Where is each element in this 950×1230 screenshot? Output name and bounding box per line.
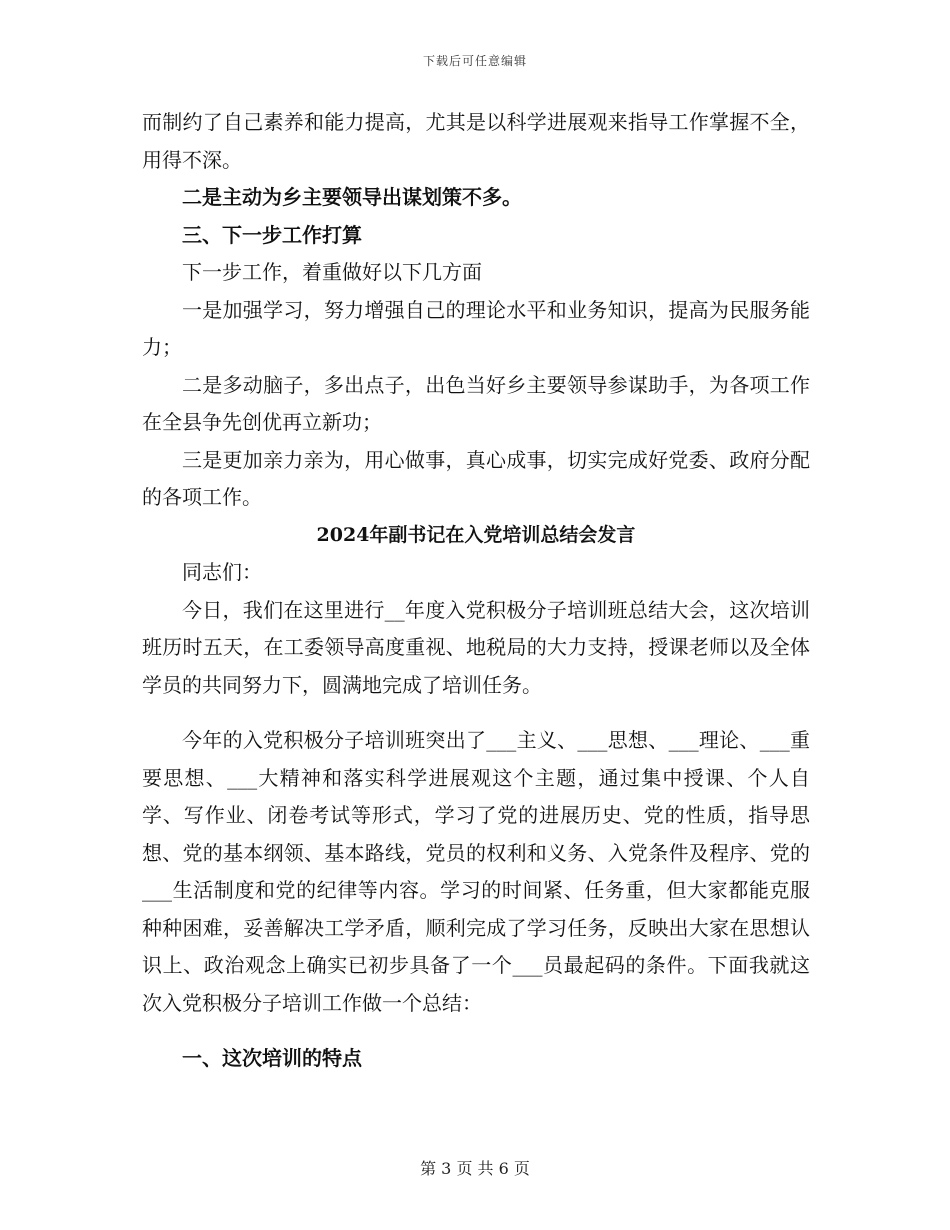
- paragraph-opening: 今日，我们在这里进行__年度入党积极分子培训班总结大会，这次培训班历时五天，在工委领导高度重视、地税局的大力支持，授课老师以及全体学员的共同努力下，圆满地完成了培训任务。: [142, 597, 810, 697]
- section-heading-next-steps: 三、下一步工作打算: [182, 222, 362, 247]
- paragraph-point-two: 二是主动为乡主要领导出谋划策不多。: [182, 185, 522, 209]
- paragraph-next-steps-intro: 下一步工作，着重做好以下几方面: [182, 260, 482, 284]
- page-footer: 第 3 页 共 6 页: [420, 1159, 530, 1178]
- speech-title: 2024年副书记在入党培训总结会发言: [316, 523, 636, 546]
- page-header: 下载后可任意编辑: [422, 54, 527, 68]
- paragraph-plan-one: 一是加强学习，努力增强自己的理论水平和业务知识，提高为民服务能力；: [142, 297, 810, 359]
- paragraph-salutation: 同志们：: [182, 560, 262, 584]
- paragraph-plan-three: 三是更加亲力亲为，用心做事，真心成事，切实完成好党委、政府分配的各项工作。: [142, 447, 810, 509]
- paragraph-plan-two: 二是多动脑子，多出点子，出色当好乡主要领导参谋助手，为各项工作在全县争先创优再立新功；: [142, 372, 810, 434]
- section-heading-training-features: 一、这次培训的特点: [182, 1046, 362, 1070]
- document-body: [142, 104, 810, 1078]
- paragraph-training-content: 今年的入党积极分子培训班突出了___主义、___思想、___理论、___重要思想、___大精神和落实科学进展观这个主题，通过集中授课、个人自学、写作业、闭卷考试等形式，学习了党的进展历史、党的性质，指导思想、党的基本纲领、基本路线，党员的权利和义务、入党条件及程序、党的___生活制度和党的纪律等内容。学习的时间紧、任务重，但大家都能克服种种困难，妥善解决工学矛盾，顺利完成了学习任务，反映出大家在思想认识上、政治观念上确实已初步具备了一个___员最起码的条件。下面我就这次入党积极分子培训工作做一个总结：: [142, 728, 810, 1015]
- paragraph-continuation: 而制约了自己素养和能力提高，尤其是以科学进展观来指导工作掌握不全，用得不深。: [142, 110, 810, 172]
